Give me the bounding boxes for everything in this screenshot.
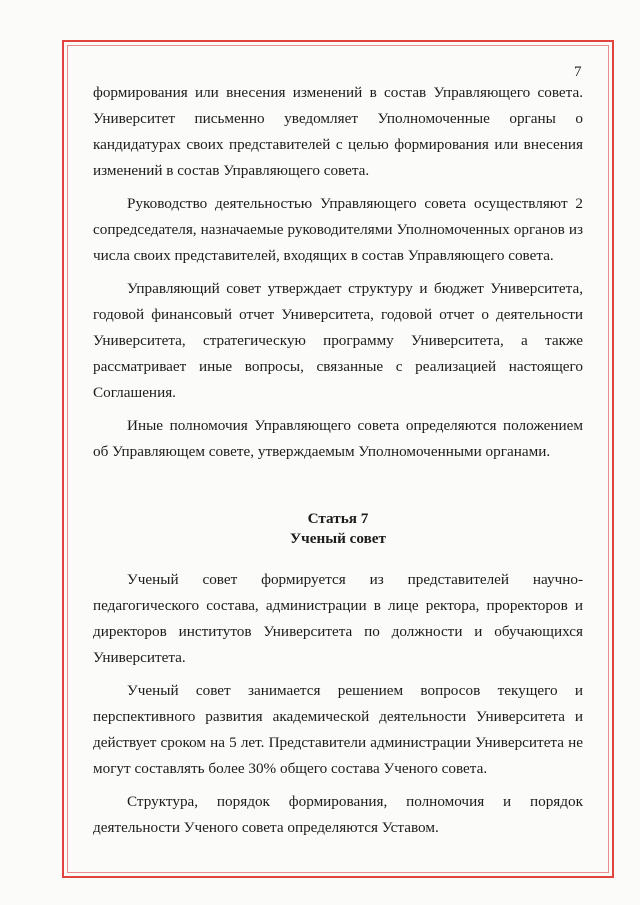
- paragraph-council-composition: Ученый совет формируется из представителей научно-педагогического состава, администрации в лице ректора, проректоров и директоров институтов Университета по должности и обучающихся Университета.: [93, 571, 583, 666]
- document-body: [93, 80, 583, 841]
- article-heading: [93, 509, 583, 549]
- paragraph-council-term: Ученый совет занимается решением вопросов текущего и перспективного развития академической деятельности Университета и действует сроком на 5 лет. Представители администрации Университета не могут составлять более 30% общего состава Ученого совета.: [93, 682, 583, 777]
- paragraph-continuation: формирования или внесения изменений в состав Управляющего совета. Университет письменно уведомляет Уполномоченные органы о кандидатурах своих представителей с целью формирования или внесения изменений в состав Управляющего совета.: [93, 84, 583, 179]
- article-number: Статья 7: [307, 510, 369, 527]
- article-title: Ученый совет: [290, 530, 386, 547]
- paragraph-other-powers: Иные полномочия Управляющего совета определяются положением об Управляющем совете, утверждаемым Уполномоченными органами.: [93, 417, 583, 460]
- paragraph-board-approval: Управляющий совет утверждает структуру и бюджет Университета, годовой финансовый отчет Университета, годовой отчет о деятельности Университета, стратегическую программу Университета, а также рассматривает иные вопросы, связанные с реализацией настоящего Соглашения.: [93, 280, 583, 401]
- paragraph-cochairs: Руководство деятельностью Управляющего совета осуществляют 2 сопредседателя, назначаемые руководителями Уполномоченных органов из числа своих представителей, входящих в состав Управляющего совета.: [93, 195, 583, 264]
- paragraph-council-structure: Структура, порядок формирования, полномочия и порядок деятельности Ученого совета определяются Уставом.: [93, 793, 583, 836]
- page-number: 7: [574, 64, 582, 80]
